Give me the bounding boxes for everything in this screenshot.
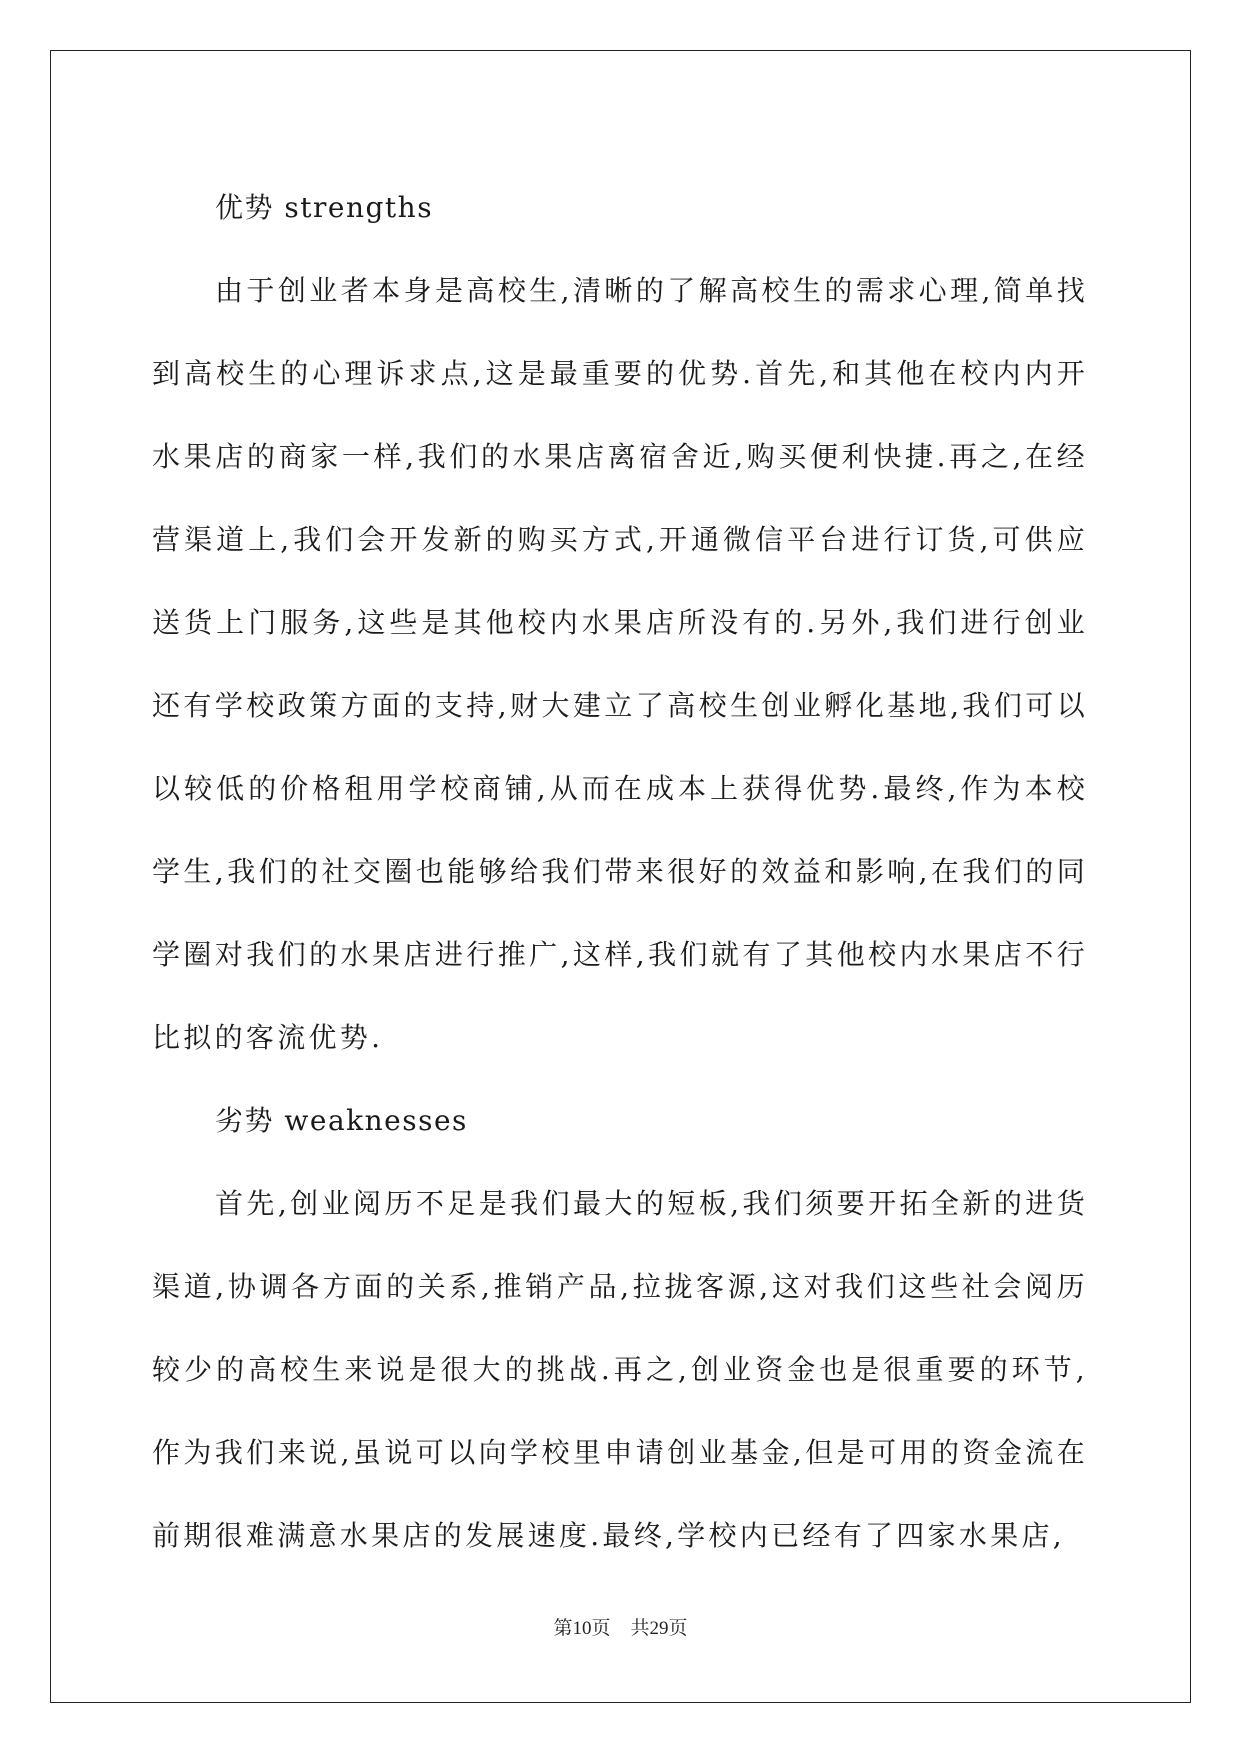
heading-weaknesses: 劣势 weaknesses [215,1104,468,1137]
document-body [152,166,1088,1577]
heading-strengths: 优势 strengths [215,191,434,224]
paragraph-weaknesses: 首先,创业阅历不足是我们最大的短板,我们须要开拓全新的进货渠道,协调各方面的关系,推销产品,拉拢客源,这对我们这些社会阅历较少的高校生来说是很大的挑战.再之,创业资金也是很重要的环节,作为我们来说,虽说可以向学校里申请创业基金,但是可用的资金流在前期很难满意水果店的发展速度.最终,学校内已经有了四家水果店, [152,1187,1088,1552]
paragraph-strengths: 由于创业者本身是高校生,清晰的了解高校生的需求心理,简单找到高校生的心理诉求点,这是最重要的优势.首先,和其他在校内内开水果店的商家一样,我们的水果店离宿舍近,购买便利快捷.再之,在经营渠道上,我们会开发新的购买方式,开通微信平台进行订货,可供应送货上门服务,这些是其他校内水果店所没有的.另外,我们进行创业还有学校政策方面的支持,财大建立了高校生创业孵化基地,我们可以以较低的价格租用学校商铺,从而在成本上获得优势.最终,作为本校学生,我们的社交圈也能够给我们带来很好的效益和影响,在我们的同学圈对我们的水果店进行推广,这样,我们就有了其他校内水果店不行比拟的客流优势. [152,274,1088,1054]
page-footer [0,1613,1241,1640]
page-number: 第10页 [553,1618,611,1639]
page-total: 共29页 [630,1618,688,1639]
